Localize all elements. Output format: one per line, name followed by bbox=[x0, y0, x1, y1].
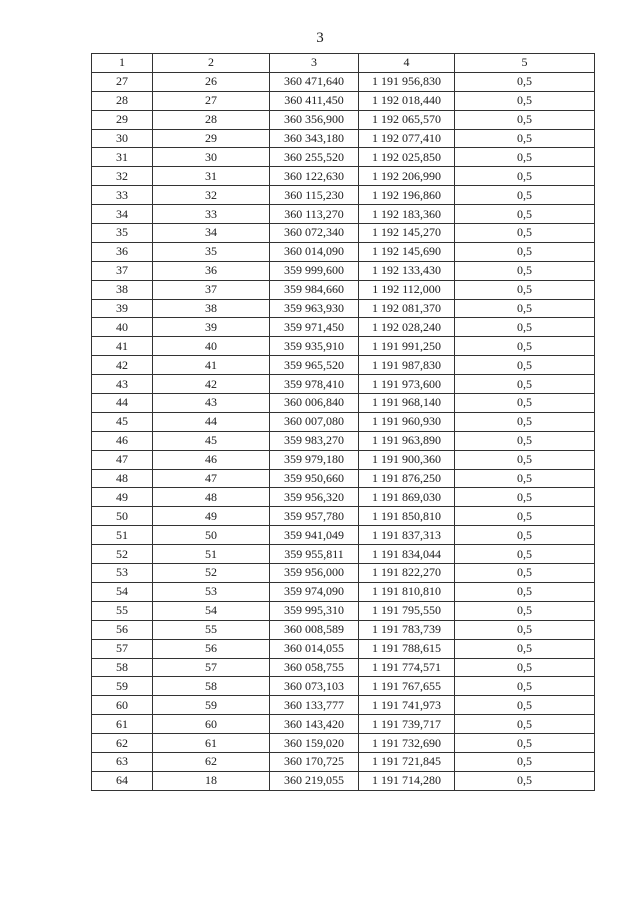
source-point-cell: 54 bbox=[153, 601, 270, 620]
source-point-cell: 48 bbox=[153, 488, 270, 507]
source-point-cell: 50 bbox=[153, 526, 270, 545]
accuracy-cell: 0,5 bbox=[455, 356, 595, 375]
x-coordinate-cell: 359 999,600 bbox=[270, 261, 359, 280]
point-number-cell: 63 bbox=[92, 752, 153, 771]
table-row bbox=[92, 299, 595, 318]
x-coordinate-cell: 360 007,080 bbox=[270, 412, 359, 431]
table-row bbox=[92, 148, 595, 167]
table-row bbox=[92, 469, 595, 488]
accuracy-cell: 0,5 bbox=[455, 715, 595, 734]
accuracy-cell: 0,5 bbox=[455, 696, 595, 715]
point-number-cell: 40 bbox=[92, 318, 153, 337]
table-row bbox=[92, 224, 595, 243]
y-coordinate-cell: 1 191 963,890 bbox=[359, 431, 455, 450]
point-number-cell: 49 bbox=[92, 488, 153, 507]
source-point-cell: 18 bbox=[153, 771, 270, 790]
x-coordinate-cell: 359 971,450 bbox=[270, 318, 359, 337]
x-coordinate-cell: 360 471,640 bbox=[270, 72, 359, 91]
accuracy-cell: 0,5 bbox=[455, 148, 595, 167]
table-row bbox=[92, 507, 595, 526]
point-number-cell: 50 bbox=[92, 507, 153, 526]
source-point-cell: 56 bbox=[153, 639, 270, 658]
accuracy-cell: 0,5 bbox=[455, 91, 595, 110]
point-number-cell: 30 bbox=[92, 129, 153, 148]
table-row bbox=[92, 771, 595, 790]
source-point-cell: 38 bbox=[153, 299, 270, 318]
y-coordinate-cell: 1 191 788,615 bbox=[359, 639, 455, 658]
x-coordinate-cell: 359 955,811 bbox=[270, 545, 359, 564]
table-row bbox=[92, 356, 595, 375]
accuracy-cell: 0,5 bbox=[455, 72, 595, 91]
accuracy-cell: 0,5 bbox=[455, 752, 595, 771]
y-coordinate-cell: 1 192 081,370 bbox=[359, 299, 455, 318]
y-coordinate-cell: 1 191 795,550 bbox=[359, 601, 455, 620]
table-row bbox=[92, 412, 595, 431]
y-coordinate-cell: 1 192 183,360 bbox=[359, 205, 455, 224]
point-number-cell: 37 bbox=[92, 261, 153, 280]
point-number-cell: 34 bbox=[92, 205, 153, 224]
accuracy-cell: 0,5 bbox=[455, 582, 595, 601]
accuracy-cell: 0,5 bbox=[455, 280, 595, 299]
x-coordinate-cell: 359 956,320 bbox=[270, 488, 359, 507]
table-row bbox=[92, 318, 595, 337]
accuracy-cell: 0,5 bbox=[455, 299, 595, 318]
source-point-cell: 59 bbox=[153, 696, 270, 715]
point-number-cell: 53 bbox=[92, 564, 153, 583]
table-row bbox=[92, 186, 595, 205]
y-coordinate-cell: 1 192 025,850 bbox=[359, 148, 455, 167]
x-coordinate-cell: 360 143,420 bbox=[270, 715, 359, 734]
accuracy-cell: 0,5 bbox=[455, 394, 595, 413]
accuracy-cell: 0,5 bbox=[455, 469, 595, 488]
y-coordinate-cell: 1 191 767,655 bbox=[359, 677, 455, 696]
y-coordinate-cell: 1 191 810,810 bbox=[359, 582, 455, 601]
y-coordinate-cell: 1 192 133,430 bbox=[359, 261, 455, 280]
x-coordinate-cell: 359 950,660 bbox=[270, 469, 359, 488]
y-coordinate-cell: 1 191 837,313 bbox=[359, 526, 455, 545]
x-coordinate-cell: 360 159,020 bbox=[270, 734, 359, 753]
point-number-cell: 38 bbox=[92, 280, 153, 299]
x-coordinate-cell: 360 411,450 bbox=[270, 91, 359, 110]
y-coordinate-cell: 1 191 732,690 bbox=[359, 734, 455, 753]
x-coordinate-cell: 360 115,230 bbox=[270, 186, 359, 205]
source-point-cell: 33 bbox=[153, 205, 270, 224]
x-coordinate-cell: 359 983,270 bbox=[270, 431, 359, 450]
y-coordinate-cell: 1 191 721,845 bbox=[359, 752, 455, 771]
y-coordinate-cell: 1 191 960,930 bbox=[359, 412, 455, 431]
source-point-cell: 53 bbox=[153, 582, 270, 601]
x-coordinate-cell: 360 113,270 bbox=[270, 205, 359, 224]
page-number: 3 bbox=[316, 30, 324, 46]
column-header: 4 bbox=[359, 54, 455, 73]
y-coordinate-cell: 1 192 028,240 bbox=[359, 318, 455, 337]
point-number-cell: 51 bbox=[92, 526, 153, 545]
accuracy-cell: 0,5 bbox=[455, 488, 595, 507]
table-row bbox=[92, 545, 595, 564]
table-row bbox=[92, 129, 595, 148]
source-point-cell: 60 bbox=[153, 715, 270, 734]
table-row bbox=[92, 696, 595, 715]
x-coordinate-cell: 360 073,103 bbox=[270, 677, 359, 696]
y-coordinate-cell: 1 191 822,270 bbox=[359, 564, 455, 583]
accuracy-cell: 0,5 bbox=[455, 261, 595, 280]
accuracy-cell: 0,5 bbox=[455, 167, 595, 186]
coordinates-table bbox=[91, 53, 595, 791]
table-row bbox=[92, 261, 595, 280]
y-coordinate-cell: 1 192 018,440 bbox=[359, 91, 455, 110]
source-point-cell: 31 bbox=[153, 167, 270, 186]
y-coordinate-cell: 1 192 145,690 bbox=[359, 242, 455, 261]
table-row bbox=[92, 677, 595, 696]
accuracy-cell: 0,5 bbox=[455, 129, 595, 148]
accuracy-cell: 0,5 bbox=[455, 242, 595, 261]
x-coordinate-cell: 359 956,000 bbox=[270, 564, 359, 583]
y-coordinate-cell: 1 191 850,810 bbox=[359, 507, 455, 526]
accuracy-cell: 0,5 bbox=[455, 639, 595, 658]
column-header: 2 bbox=[153, 54, 270, 73]
x-coordinate-cell: 360 255,520 bbox=[270, 148, 359, 167]
y-coordinate-cell: 1 191 900,360 bbox=[359, 450, 455, 469]
source-point-cell: 36 bbox=[153, 261, 270, 280]
source-point-cell: 44 bbox=[153, 412, 270, 431]
source-point-cell: 45 bbox=[153, 431, 270, 450]
table-row bbox=[92, 205, 595, 224]
x-coordinate-cell: 359 965,520 bbox=[270, 356, 359, 375]
table-row bbox=[92, 110, 595, 129]
y-coordinate-cell: 1 192 196,860 bbox=[359, 186, 455, 205]
table-row bbox=[92, 752, 595, 771]
accuracy-cell: 0,5 bbox=[455, 507, 595, 526]
point-number-cell: 55 bbox=[92, 601, 153, 620]
y-coordinate-cell: 1 192 206,990 bbox=[359, 167, 455, 186]
column-header: 5 bbox=[455, 54, 595, 73]
source-point-cell: 47 bbox=[153, 469, 270, 488]
point-number-cell: 39 bbox=[92, 299, 153, 318]
point-number-cell: 27 bbox=[92, 72, 153, 91]
table-row bbox=[92, 488, 595, 507]
point-number-cell: 36 bbox=[92, 242, 153, 261]
x-coordinate-cell: 360 343,180 bbox=[270, 129, 359, 148]
point-number-cell: 64 bbox=[92, 771, 153, 790]
x-coordinate-cell: 360 058,755 bbox=[270, 658, 359, 677]
table-body bbox=[92, 72, 595, 790]
point-number-cell: 48 bbox=[92, 469, 153, 488]
source-point-cell: 41 bbox=[153, 356, 270, 375]
x-coordinate-cell: 360 014,090 bbox=[270, 242, 359, 261]
source-point-cell: 37 bbox=[153, 280, 270, 299]
table-row bbox=[92, 639, 595, 658]
point-number-cell: 47 bbox=[92, 450, 153, 469]
point-number-cell: 54 bbox=[92, 582, 153, 601]
source-point-cell: 61 bbox=[153, 734, 270, 753]
y-coordinate-cell: 1 191 987,830 bbox=[359, 356, 455, 375]
x-coordinate-cell: 359 979,180 bbox=[270, 450, 359, 469]
source-point-cell: 55 bbox=[153, 620, 270, 639]
point-number-cell: 60 bbox=[92, 696, 153, 715]
table-row bbox=[92, 734, 595, 753]
point-number-cell: 29 bbox=[92, 110, 153, 129]
source-point-cell: 27 bbox=[153, 91, 270, 110]
accuracy-cell: 0,5 bbox=[455, 734, 595, 753]
point-number-cell: 28 bbox=[92, 91, 153, 110]
table-row bbox=[92, 91, 595, 110]
y-coordinate-cell: 1 191 783,739 bbox=[359, 620, 455, 639]
table-row bbox=[92, 450, 595, 469]
y-coordinate-cell: 1 191 956,830 bbox=[359, 72, 455, 91]
y-coordinate-cell: 1 191 741,973 bbox=[359, 696, 455, 715]
table-row bbox=[92, 582, 595, 601]
y-coordinate-cell: 1 191 973,600 bbox=[359, 375, 455, 394]
point-number-cell: 35 bbox=[92, 224, 153, 243]
point-number-cell: 59 bbox=[92, 677, 153, 696]
source-point-cell: 49 bbox=[153, 507, 270, 526]
source-point-cell: 40 bbox=[153, 337, 270, 356]
point-number-cell: 44 bbox=[92, 394, 153, 413]
accuracy-cell: 0,5 bbox=[455, 412, 595, 431]
accuracy-cell: 0,5 bbox=[455, 110, 595, 129]
source-point-cell: 34 bbox=[153, 224, 270, 243]
x-coordinate-cell: 359 963,930 bbox=[270, 299, 359, 318]
x-coordinate-cell: 360 122,630 bbox=[270, 167, 359, 186]
point-number-cell: 56 bbox=[92, 620, 153, 639]
x-coordinate-cell: 359 935,910 bbox=[270, 337, 359, 356]
source-point-cell: 52 bbox=[153, 564, 270, 583]
x-coordinate-cell: 359 978,410 bbox=[270, 375, 359, 394]
accuracy-cell: 0,5 bbox=[455, 337, 595, 356]
x-coordinate-cell: 360 014,055 bbox=[270, 639, 359, 658]
source-point-cell: 30 bbox=[153, 148, 270, 167]
table-row bbox=[92, 337, 595, 356]
accuracy-cell: 0,5 bbox=[455, 526, 595, 545]
x-coordinate-cell: 359 974,090 bbox=[270, 582, 359, 601]
accuracy-cell: 0,5 bbox=[455, 205, 595, 224]
point-number-cell: 33 bbox=[92, 186, 153, 205]
point-number-cell: 52 bbox=[92, 545, 153, 564]
table-header-row bbox=[92, 54, 595, 73]
y-coordinate-cell: 1 192 145,270 bbox=[359, 224, 455, 243]
accuracy-cell: 0,5 bbox=[455, 545, 595, 564]
column-header: 1 bbox=[92, 54, 153, 73]
point-number-cell: 43 bbox=[92, 375, 153, 394]
x-coordinate-cell: 360 133,777 bbox=[270, 696, 359, 715]
point-number-cell: 42 bbox=[92, 356, 153, 375]
y-coordinate-cell: 1 191 968,140 bbox=[359, 394, 455, 413]
source-point-cell: 26 bbox=[153, 72, 270, 91]
accuracy-cell: 0,5 bbox=[455, 677, 595, 696]
table-row bbox=[92, 242, 595, 261]
point-number-cell: 45 bbox=[92, 412, 153, 431]
table-row bbox=[92, 715, 595, 734]
table-row bbox=[92, 394, 595, 413]
source-point-cell: 58 bbox=[153, 677, 270, 696]
source-point-cell: 46 bbox=[153, 450, 270, 469]
y-coordinate-cell: 1 192 112,000 bbox=[359, 280, 455, 299]
accuracy-cell: 0,5 bbox=[455, 375, 595, 394]
y-coordinate-cell: 1 191 714,280 bbox=[359, 771, 455, 790]
x-coordinate-cell: 359 995,310 bbox=[270, 601, 359, 620]
x-coordinate-cell: 360 008,589 bbox=[270, 620, 359, 639]
source-point-cell: 42 bbox=[153, 375, 270, 394]
accuracy-cell: 0,5 bbox=[455, 318, 595, 337]
accuracy-cell: 0,5 bbox=[455, 450, 595, 469]
source-point-cell: 39 bbox=[153, 318, 270, 337]
point-number-cell: 61 bbox=[92, 715, 153, 734]
table-row bbox=[92, 620, 595, 639]
source-point-cell: 57 bbox=[153, 658, 270, 677]
source-point-cell: 51 bbox=[153, 545, 270, 564]
table-row bbox=[92, 526, 595, 545]
point-number-cell: 62 bbox=[92, 734, 153, 753]
point-number-cell: 46 bbox=[92, 431, 153, 450]
table-row bbox=[92, 167, 595, 186]
y-coordinate-cell: 1 192 077,410 bbox=[359, 129, 455, 148]
source-point-cell: 43 bbox=[153, 394, 270, 413]
x-coordinate-cell: 359 957,780 bbox=[270, 507, 359, 526]
x-coordinate-cell: 359 941,049 bbox=[270, 526, 359, 545]
x-coordinate-cell: 360 170,725 bbox=[270, 752, 359, 771]
table-row bbox=[92, 658, 595, 677]
table-row bbox=[92, 431, 595, 450]
point-number-cell: 57 bbox=[92, 639, 153, 658]
y-coordinate-cell: 1 191 876,250 bbox=[359, 469, 455, 488]
source-point-cell: 29 bbox=[153, 129, 270, 148]
table-row bbox=[92, 375, 595, 394]
y-coordinate-cell: 1 191 869,030 bbox=[359, 488, 455, 507]
table-row bbox=[92, 72, 595, 91]
y-coordinate-cell: 1 191 739,717 bbox=[359, 715, 455, 734]
accuracy-cell: 0,5 bbox=[455, 186, 595, 205]
table-row bbox=[92, 564, 595, 583]
point-number-cell: 32 bbox=[92, 167, 153, 186]
accuracy-cell: 0,5 bbox=[455, 431, 595, 450]
x-coordinate-cell: 360 072,340 bbox=[270, 224, 359, 243]
accuracy-cell: 0,5 bbox=[455, 224, 595, 243]
x-coordinate-cell: 360 006,840 bbox=[270, 394, 359, 413]
y-coordinate-cell: 1 192 065,570 bbox=[359, 110, 455, 129]
x-coordinate-cell: 360 356,900 bbox=[270, 110, 359, 129]
table-row bbox=[92, 601, 595, 620]
y-coordinate-cell: 1 191 834,044 bbox=[359, 545, 455, 564]
accuracy-cell: 0,5 bbox=[455, 658, 595, 677]
y-coordinate-cell: 1 191 774,571 bbox=[359, 658, 455, 677]
source-point-cell: 35 bbox=[153, 242, 270, 261]
source-point-cell: 32 bbox=[153, 186, 270, 205]
point-number-cell: 31 bbox=[92, 148, 153, 167]
accuracy-cell: 0,5 bbox=[455, 601, 595, 620]
x-coordinate-cell: 359 984,660 bbox=[270, 280, 359, 299]
y-coordinate-cell: 1 191 991,250 bbox=[359, 337, 455, 356]
accuracy-cell: 0,5 bbox=[455, 564, 595, 583]
point-number-cell: 41 bbox=[92, 337, 153, 356]
x-coordinate-cell: 360 219,055 bbox=[270, 771, 359, 790]
table-row bbox=[92, 280, 595, 299]
accuracy-cell: 0,5 bbox=[455, 771, 595, 790]
source-point-cell: 28 bbox=[153, 110, 270, 129]
column-header: 3 bbox=[270, 54, 359, 73]
accuracy-cell: 0,5 bbox=[455, 620, 595, 639]
source-point-cell: 62 bbox=[153, 752, 270, 771]
point-number-cell: 58 bbox=[92, 658, 153, 677]
